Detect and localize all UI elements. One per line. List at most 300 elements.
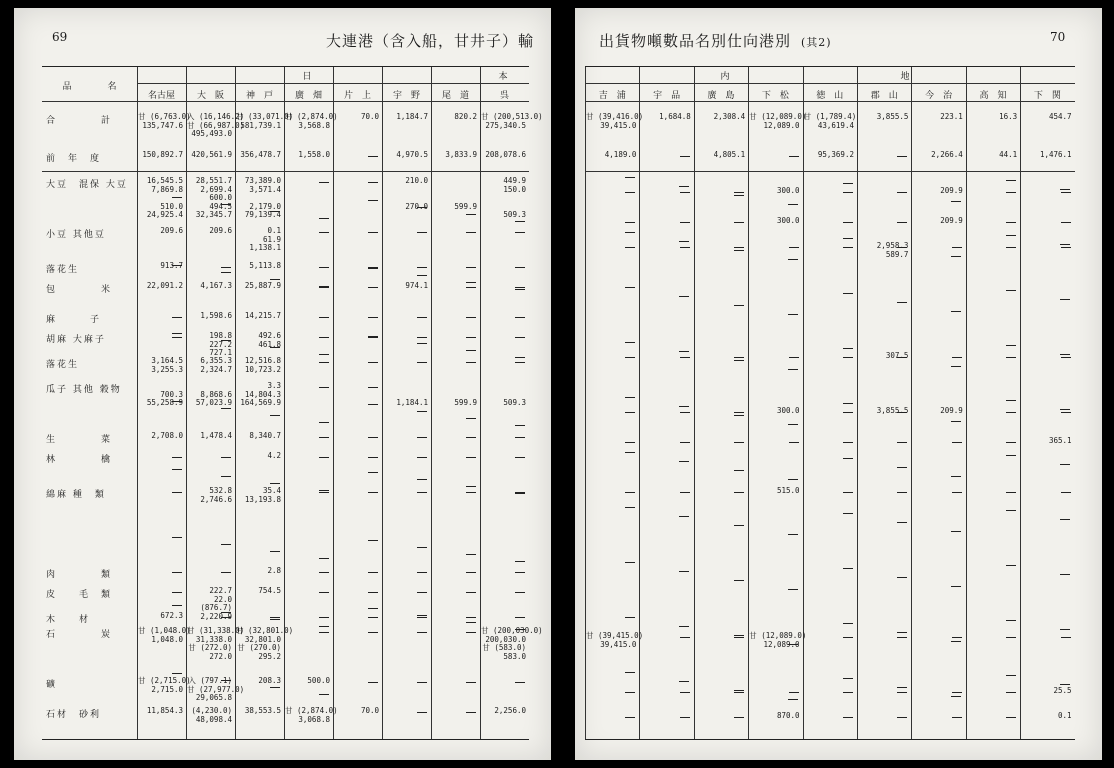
table-cell: 356,478.7 <box>240 150 281 159</box>
empty-dash <box>466 572 476 573</box>
empty-dash <box>1061 637 1071 638</box>
table-cell: 2,256.0 <box>494 706 526 715</box>
table-cell: 44.1 <box>999 150 1018 159</box>
row-label: 瓜子 其他 穀物 <box>46 385 122 395</box>
column-header: 徳 山 <box>816 91 844 101</box>
table-cell: 913.7 <box>160 261 183 270</box>
empty-dash <box>1060 189 1070 190</box>
empty-dash <box>319 317 329 318</box>
table-cell: 甘 (31,338.0) 31,338.0 甘 (272.0) 272.0 <box>187 626 245 661</box>
empty-dash <box>417 479 427 480</box>
empty-dash <box>625 232 635 233</box>
empty-dash <box>172 469 182 470</box>
empty-dash <box>221 544 231 545</box>
table-cell: 2,266.4 <box>931 150 963 159</box>
table-cell: 3,855.5 <box>876 112 909 121</box>
empty-dash <box>172 492 182 493</box>
empty-dash <box>788 369 798 370</box>
empty-dash <box>515 357 525 358</box>
empty-dash <box>843 247 853 248</box>
empty-dash <box>734 637 744 638</box>
table-cell: 8,340.7 <box>249 431 281 440</box>
empty-dash <box>319 694 329 695</box>
empty-dash <box>734 247 744 248</box>
column-header: 呉 <box>499 91 509 101</box>
column-divider <box>1020 67 1021 739</box>
empty-dash <box>417 632 427 633</box>
table-cell: 14,215.7 <box>244 311 281 320</box>
empty-dash <box>368 232 378 233</box>
empty-dash <box>1061 492 1071 493</box>
table-cell: (4,230.0) 48,098.4 <box>191 706 232 724</box>
table-cell: 甘 (6,763.0) 135,747.6 <box>138 112 191 130</box>
empty-dash <box>1061 222 1071 223</box>
table-cell: 500.0 <box>307 676 330 685</box>
empty-dash <box>319 182 329 183</box>
empty-dash <box>515 457 525 458</box>
empty-dash <box>172 197 182 198</box>
right-page <box>575 8 1102 760</box>
row-label: 落花生 <box>46 265 80 275</box>
table-cell: 0.1 <box>1058 711 1072 720</box>
empty-dash <box>734 525 744 526</box>
empty-dash <box>843 238 853 239</box>
empty-dash <box>466 418 476 419</box>
empty-dash <box>625 177 635 178</box>
empty-dash <box>368 317 378 318</box>
empty-dash <box>466 592 476 593</box>
right-table <box>585 66 1075 740</box>
column-header: 郡 山 <box>870 91 898 101</box>
empty-dash <box>734 692 744 693</box>
empty-dash <box>843 222 853 223</box>
empty-dash <box>466 214 476 215</box>
empty-dash <box>951 641 961 642</box>
empty-dash <box>368 182 378 183</box>
empty-dash <box>466 554 476 555</box>
empty-dash <box>221 267 231 268</box>
empty-dash <box>1006 692 1016 693</box>
empty-dash <box>466 317 476 318</box>
empty-dash <box>319 572 329 573</box>
empty-dash <box>368 492 378 493</box>
empty-dash <box>897 467 907 468</box>
empty-dash <box>843 293 853 294</box>
table-cell: 6,355.3 2,324.7 <box>200 356 232 374</box>
empty-dash <box>319 490 329 491</box>
table-cell: 300.0 <box>777 406 800 415</box>
empty-dash <box>789 357 799 358</box>
table-cell: 甘 (39,416.0) 39,415.0 <box>586 112 644 130</box>
empty-dash <box>368 592 378 593</box>
row-label: 綿麻 種 類 <box>46 490 106 500</box>
table-cell: 4,189.0 <box>604 150 637 159</box>
empty-dash <box>625 452 635 453</box>
table-cell: 150,892.7 <box>142 150 183 159</box>
empty-dash <box>734 195 744 196</box>
empty-dash <box>221 272 231 273</box>
table-cell: 2.8 <box>267 566 281 575</box>
empty-dash <box>897 492 907 493</box>
empty-dash <box>843 458 853 459</box>
empty-dash <box>679 626 689 627</box>
empty-dash <box>679 681 689 682</box>
empty-dash <box>843 513 853 514</box>
empty-dash <box>417 362 427 363</box>
empty-dash <box>417 615 427 616</box>
empty-dash <box>368 404 378 405</box>
table-cell: 209.9 <box>940 216 963 225</box>
empty-dash <box>515 362 525 363</box>
table-cell: 甘 (200,513.0) 275,340.5 <box>481 112 543 130</box>
empty-dash <box>734 442 744 443</box>
row-label: 礦 <box>46 680 58 690</box>
empty-dash <box>1060 299 1070 300</box>
table-cell: 28,551.7 2,699.4 600.0 494.5 32,345.7 <box>195 176 232 219</box>
table-cell: 95,369.2 <box>817 150 854 159</box>
empty-dash <box>734 222 744 223</box>
table-cell: 甘 (32,801.0) 32,801.0 甘 (270.0) 295.2 <box>236 626 294 661</box>
empty-dash <box>319 267 329 268</box>
empty-dash <box>679 516 689 517</box>
empty-dash <box>897 632 907 633</box>
empty-dash <box>515 337 525 338</box>
empty-dash <box>1006 345 1016 346</box>
table-cell: 209.6 <box>160 226 183 235</box>
column-header: 下 松 <box>761 91 789 101</box>
empty-dash <box>679 351 689 352</box>
table-cell: 454.7 <box>1049 112 1072 121</box>
empty-dash <box>680 192 690 193</box>
empty-dash <box>270 551 280 552</box>
empty-dash <box>679 296 689 297</box>
empty-dash <box>843 623 853 624</box>
empty-dash <box>1061 192 1071 193</box>
table-cell: 4.2 <box>267 451 281 460</box>
table-cell: 4,970.5 <box>396 150 428 159</box>
table-cell: 599.9 <box>454 398 477 407</box>
empty-dash <box>319 354 329 355</box>
empty-dash <box>789 442 799 443</box>
empty-dash <box>172 592 182 593</box>
table-cell: 198.8 227.2 727.1 <box>209 331 232 357</box>
empty-dash <box>417 712 427 713</box>
table-cell: 209.6 <box>209 226 232 235</box>
empty-dash <box>788 589 798 590</box>
column-header: 廣 畑 <box>294 91 322 101</box>
empty-dash <box>417 592 427 593</box>
column-header: 尾 道 <box>441 91 469 101</box>
empty-dash <box>515 572 525 573</box>
empty-dash <box>897 692 907 693</box>
empty-dash <box>788 534 798 535</box>
empty-dash <box>1006 510 1016 511</box>
item-header: 品 名 <box>62 82 117 92</box>
empty-dash <box>319 387 329 388</box>
table-cell: 22,091.2 <box>146 281 183 290</box>
left-table <box>42 66 543 740</box>
empty-dash <box>515 287 525 288</box>
empty-dash <box>515 493 525 494</box>
empty-dash <box>680 717 690 718</box>
empty-dash <box>680 492 690 493</box>
empty-dash <box>843 717 853 718</box>
left-page <box>14 8 551 760</box>
empty-dash <box>951 421 961 422</box>
column-header: 宇 品 <box>653 91 681 101</box>
empty-dash <box>680 247 690 248</box>
empty-dash <box>952 247 962 248</box>
empty-dash <box>417 682 427 683</box>
empty-dash <box>466 232 476 233</box>
empty-dash <box>843 357 853 358</box>
empty-dash <box>319 492 329 493</box>
table-cell: 1,476.1 <box>1039 150 1072 159</box>
empty-dash <box>843 442 853 443</box>
empty-dash <box>952 357 962 358</box>
column-header: 吉 浦 <box>598 91 626 101</box>
empty-dash <box>417 572 427 573</box>
table-cell: 420,561.9 <box>191 150 232 159</box>
table-cell: 甘 (2,874.0) 3,568.8 <box>285 112 338 130</box>
empty-dash <box>843 678 853 679</box>
empty-dash <box>789 247 799 248</box>
table-cell: 870.0 <box>777 711 800 720</box>
table-cell: 754.5 <box>258 586 281 595</box>
empty-dash <box>625 222 635 223</box>
table-cell: 16.3 <box>999 112 1018 121</box>
empty-dash <box>417 343 427 344</box>
empty-dash <box>789 156 799 157</box>
left-page-title: 大連港（含入船，甘井子）輸 <box>326 32 535 50</box>
empty-dash <box>368 472 378 473</box>
empty-dash <box>515 317 525 318</box>
column-header: 今 治 <box>925 91 953 101</box>
row-label: 石 炭 <box>46 630 113 640</box>
empty-dash <box>1060 684 1070 685</box>
table-cell: 210.0 270.0 <box>405 176 428 211</box>
empty-dash <box>172 333 182 334</box>
row-label: 肉 類 <box>46 570 113 580</box>
empty-dash <box>221 680 231 681</box>
row-label: 落花生 <box>46 360 80 370</box>
empty-dash <box>951 696 961 697</box>
empty-dash <box>952 442 962 443</box>
empty-dash <box>843 348 853 349</box>
group-header-chi: 地 <box>900 72 910 82</box>
row-label: 前 年 度 <box>46 154 102 164</box>
empty-dash <box>221 408 231 409</box>
empty-dash <box>417 617 427 618</box>
empty-dash <box>515 592 525 593</box>
empty-dash <box>417 437 427 438</box>
empty-dash <box>789 692 799 693</box>
column-divider <box>333 67 334 739</box>
empty-dash <box>172 457 182 458</box>
empty-dash <box>788 204 798 205</box>
empty-dash <box>1006 637 1016 638</box>
empty-dash <box>897 192 907 193</box>
column-divider <box>966 67 967 739</box>
empty-dash <box>368 336 378 337</box>
empty-dash <box>788 259 798 260</box>
empty-dash <box>172 605 182 606</box>
empty-dash <box>319 232 329 233</box>
empty-dash <box>1060 409 1070 410</box>
empty-dash <box>625 492 635 493</box>
column-header: 廣 島 <box>707 91 735 101</box>
empty-dash <box>625 342 635 343</box>
empty-dash <box>625 617 635 618</box>
right-page-number: 70 <box>1050 30 1066 44</box>
table-cell: 209.9 <box>940 406 963 415</box>
empty-dash <box>788 699 798 700</box>
empty-dash <box>319 218 329 219</box>
table-cell: 12,516.8 10,723.2 <box>244 356 281 374</box>
table-cell: 208,078.6 <box>485 150 526 159</box>
empty-dash <box>1006 717 1016 718</box>
empty-dash <box>172 572 182 573</box>
right-page-title: 出貨物噸數品名別仕向港別 (其2) <box>599 32 832 50</box>
empty-dash <box>843 692 853 693</box>
empty-dash <box>734 470 744 471</box>
empty-dash <box>625 507 635 508</box>
empty-dash <box>843 183 853 184</box>
empty-dash <box>1006 620 1016 621</box>
empty-dash <box>172 337 182 338</box>
column-divider <box>284 67 285 739</box>
empty-dash <box>515 267 525 268</box>
empty-dash <box>172 537 182 538</box>
empty-dash <box>221 572 231 573</box>
table-cell: 1,184.7 <box>396 112 428 121</box>
empty-dash <box>1006 400 1016 401</box>
group-header-right: 本 <box>498 72 508 82</box>
empty-dash <box>734 357 744 358</box>
empty-dash <box>270 279 280 280</box>
empty-dash <box>625 672 635 673</box>
empty-dash <box>1006 222 1016 223</box>
empty-dash <box>417 411 427 412</box>
empty-dash <box>1060 629 1070 630</box>
empty-dash <box>319 592 329 593</box>
table-cell: 4,805.1 <box>713 150 746 159</box>
empty-dash <box>897 156 907 157</box>
table-cell: 509.3 <box>503 398 526 407</box>
empty-dash <box>515 289 525 290</box>
empty-dash <box>417 275 427 276</box>
column-divider <box>694 67 695 739</box>
table-cell: 入 (16,146.2) 甘 (66,987.0) 495,493.0 <box>187 112 245 138</box>
table-cell: 甘 (12,089.0) 12,089.0 <box>749 112 807 130</box>
empty-dash <box>1006 675 1016 676</box>
empty-dash <box>221 204 231 205</box>
table-cell: 1,558.0 <box>298 150 330 159</box>
empty-dash <box>625 397 635 398</box>
empty-dash <box>368 540 378 541</box>
empty-dash <box>843 492 853 493</box>
empty-dash <box>368 572 378 573</box>
empty-dash <box>897 687 907 688</box>
empty-dash <box>270 617 280 618</box>
empty-dash <box>270 415 280 416</box>
empty-dash <box>417 337 427 338</box>
table-cell: 8,868.6 57,023.9 <box>195 389 232 407</box>
empty-dash <box>1006 455 1016 456</box>
empty-dash <box>319 337 329 338</box>
group-header-japan: 日 <box>302 72 312 82</box>
table-cell: 1,184.1 <box>396 398 428 407</box>
table-cell: 甘 (2,874.0) 3,068.8 <box>285 706 338 724</box>
empty-dash <box>270 347 280 348</box>
empty-dash <box>515 232 525 233</box>
empty-dash <box>368 287 378 288</box>
table-cell: 492.6 461.8 <box>258 331 281 349</box>
row-label: 生 菜 <box>46 435 113 445</box>
table-cell: 1,598.6 <box>200 311 232 320</box>
empty-dash <box>734 412 744 413</box>
table-cell: 365.1 <box>1049 436 1072 445</box>
empty-dash <box>680 692 690 693</box>
empty-dash <box>843 412 853 413</box>
empty-dash <box>788 424 798 425</box>
table-cell: 甘 (200,030.0) 200,030.0 甘 (583.0) 583.0 <box>481 626 543 661</box>
empty-dash <box>897 412 907 413</box>
empty-dash <box>951 256 961 257</box>
empty-dash <box>897 357 907 358</box>
group-header-nai: 内 <box>720 72 730 82</box>
table-cell: 5,113.8 <box>249 261 281 270</box>
empty-dash <box>843 192 853 193</box>
table-cell: 515.0 <box>777 486 800 495</box>
table-cell: 70.0 <box>360 706 379 715</box>
column-header: 神 戸 <box>245 91 273 101</box>
table-cell: 0.1 61.9 1,138.1 <box>249 226 281 252</box>
empty-dash <box>319 286 329 287</box>
empty-dash <box>952 692 962 693</box>
table-cell: 25.5 <box>1053 686 1072 695</box>
column-divider <box>911 67 912 739</box>
row-label: 麻 子 <box>46 315 102 325</box>
empty-dash <box>515 425 525 426</box>
right-title-suffix: (其2) <box>801 36 832 49</box>
empty-dash <box>515 437 525 438</box>
empty-dash <box>368 437 378 438</box>
empty-dash <box>1006 565 1016 566</box>
empty-dash <box>466 267 476 268</box>
empty-dash <box>515 682 525 683</box>
empty-dash <box>417 492 427 493</box>
empty-dash <box>1006 235 1016 236</box>
empty-dash <box>368 200 378 201</box>
empty-dash <box>843 637 853 638</box>
row-label: 木 材 <box>46 615 91 625</box>
empty-dash <box>1061 357 1071 358</box>
empty-dash <box>270 211 280 212</box>
empty-dash <box>319 558 329 559</box>
empty-dash <box>1060 464 1070 465</box>
table-cell: 甘 (1,789.4) 43,619.4 <box>803 112 857 130</box>
empty-dash <box>625 357 635 358</box>
empty-dash <box>319 422 329 423</box>
empty-dash <box>1060 574 1070 575</box>
table-cell: 35.4 13,193.8 <box>244 486 281 504</box>
empty-dash <box>679 406 689 407</box>
empty-dash <box>319 437 329 438</box>
empty-dash <box>951 366 961 367</box>
empty-dash <box>951 586 961 587</box>
table-cell: 3,164.5 3,255.3 <box>151 356 183 374</box>
